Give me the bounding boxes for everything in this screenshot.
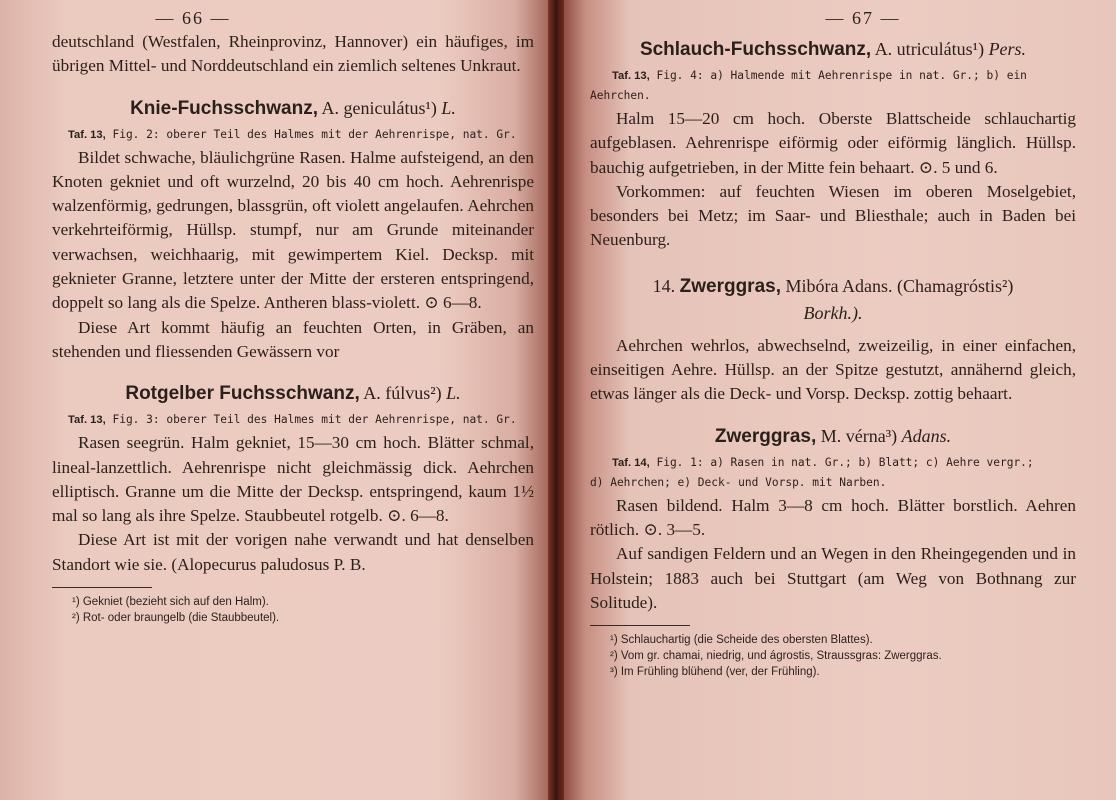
footnote: ¹) Gekniet (bezieht sich auf den Halm). — [72, 596, 269, 609]
genus-heading — [590, 273, 1076, 326]
species-author: L. — [441, 97, 456, 118]
plate-label: Taf. 13, — [68, 128, 106, 141]
habitat-paragraph: Diese Art kommt häufig an feuchten Orten, in Gräben, an stehenden und fliessenden Gewässern vor — [52, 317, 534, 361]
footnote-rule — [52, 587, 152, 588]
species-heading — [52, 380, 534, 407]
book-gutter — [548, 0, 564, 800]
plate-text: Fig. 1: a) Rasen in nat. Gr.; b) Blatt; c) Aehre vergr.; — [656, 455, 1034, 469]
plate-reference-continued: d) Aehrchen; e) Deck- und Vorsp. mit Narben. — [590, 475, 887, 489]
footnote: ¹) Schlauchartig (die Scheide des obersten Blattes). — [610, 634, 873, 647]
footnote: ²) Vom gr. chamai, niedrig, und ágrostis, Straussgras: Zwerggras. — [610, 650, 942, 663]
species-latin: M. vérna³) — [820, 425, 898, 446]
footnote: ³) Im Frühling blühend (ver, der Frühling). — [610, 666, 820, 679]
footnote-rule — [590, 625, 690, 626]
description-paragraph: Halm 15—20 cm hoch. Oberste Blattscheide schlauchartig aufgeblasen. Aehrenrispe eiförmig oder eiförmig länglich. Hüllsp. bauchig aufgetrieben, in der Mitte fein behaart. ⊙. 5 und 6. — [590, 109, 1076, 177]
species-heading — [52, 95, 534, 122]
species-latin: A. utriculátus¹) — [874, 39, 985, 59]
species-author: L. — [446, 383, 461, 404]
genus-latin: Mibóra Adans. (Chamagróstis²) — [785, 275, 1014, 296]
genus-number: 14. — [652, 275, 676, 296]
description-paragraph: Bildet schwache, bläulichgrüne Rasen. Halme aufsteigend, an den Knoten gekniet und oft wurzelnd, 20 bis 40 cm hoch. Aehrenrispe walzenförmig, gedrungen, blassgrün, oft violett angelaufen. Aehrchen verkehrteiförmig, Hüllsp. stumpf, nur am Grunde miteinander verwachsen, weichhaarig, mit gewimpertem Kiel. Decksp. mit geknieter Granne, letztere unter der Mitte der ersteren entspringend, doppelt so lang als die Spelze. Antheren blass-violett. ⊙ 6—8. — [52, 147, 534, 313]
left-page — [0, 0, 548, 800]
plate-text: Fig. 4: a) Halmende mit Aehrenrispe in nat. Gr.; b) ein — [656, 69, 1027, 82]
species-author: Pers. — [988, 39, 1027, 59]
species-author: Adans. — [901, 425, 952, 446]
species-heading — [590, 423, 1076, 450]
plate-text: Fig. 3: oberer Teil des Halmes mit der Aehrenrispe, nat. Gr. — [112, 413, 517, 427]
footnote: ²) Rot- oder braungelb (die Staubbeutel). — [72, 612, 280, 625]
habitat-paragraph: Vorkommen: auf feuchten Wiesen im oberen Moselgebiet, besonders bei Metz; im Saar- und Bliesthale; auch in Baden bei Neuenburg. — [590, 181, 1076, 250]
habitat-paragraph: Auf sandigen Feldern und an Wegen in den Rheingegenden und in Holstein; 1883 auch bei Stuttgart (am Weg von Bothnang zur Solitude). — [590, 544, 1076, 612]
description-paragraph: Rasen bildend. Halm 3—8 cm hoch. Blätter borstlich. Aehren rötlich. ⊙. 3—5. — [590, 495, 1076, 539]
habitat-paragraph: Diese Art ist mit der vorigen nahe verwandt und hat denselben Standort wie sie. (Alopecurus paludosus P. B. — [52, 530, 534, 574]
plate-reference — [612, 454, 1076, 472]
genus-name: Zwerggras, — [679, 275, 781, 297]
plate-reference — [612, 67, 1076, 85]
species-name: Knie-Fuchsschwanz, — [130, 97, 318, 119]
plate-reference — [68, 126, 534, 144]
species-heading — [590, 36, 1076, 63]
plate-label: Taf. 13, — [612, 70, 650, 82]
plate-reference-continued: Aehrchen. — [590, 89, 651, 102]
genus-description: Aehrchen wehrlos, abwechselnd, zweizeilig, in einer einfachen, einseitigen Aehre. Hüllsp. an der Spitze gestutzt, annähernd gleich, etwas länger als die Deck- und Vorsp. Decksp. zottig behaart. — [590, 335, 1076, 404]
description-paragraph: Rasen seegrün. Halm gekniet, 15—30 cm hoch. Blätter schmal, lineal-lanzettlich. Aehrenrispe nicht gleichmässig dick. Aehrchen elliptisch. Granne um die Mitte der Decksp. entspringend, kaum 1½ mal so lang als ihre Spelze. Staubbeutel rotgelb. ⊙. 6—8. — [52, 433, 534, 526]
page-number: — 66 — — [155, 8, 231, 28]
species-latin: A. fúlvus²) — [363, 383, 442, 404]
plate-label: Taf. 14, — [612, 456, 650, 469]
right-page — [564, 0, 1116, 800]
plate-label: Taf. 13, — [68, 414, 106, 427]
species-name: Zwerggras, — [714, 425, 817, 447]
genus-author: Borkh.). — [803, 302, 863, 323]
plate-reference — [68, 411, 534, 429]
species-name: Rotgelber Fuchsschwanz, — [125, 383, 360, 405]
species-name: Schlauch-Fuchsschwanz, — [639, 39, 872, 60]
species-latin: A. geniculátus¹) — [321, 97, 437, 118]
page-number: — 67 — — [825, 8, 901, 28]
plate-text: Fig. 2: oberer Teil des Halmes mit der Aehrenrispe, nat. Gr. — [112, 127, 517, 141]
intro-paragraph: deutschland (Westfalen, Rheinprovinz, Hannover) ein häufiges, im übrigen Mittel- und Norddeutschland ein ziemlich seltenes Unkraut. — [52, 32, 534, 76]
